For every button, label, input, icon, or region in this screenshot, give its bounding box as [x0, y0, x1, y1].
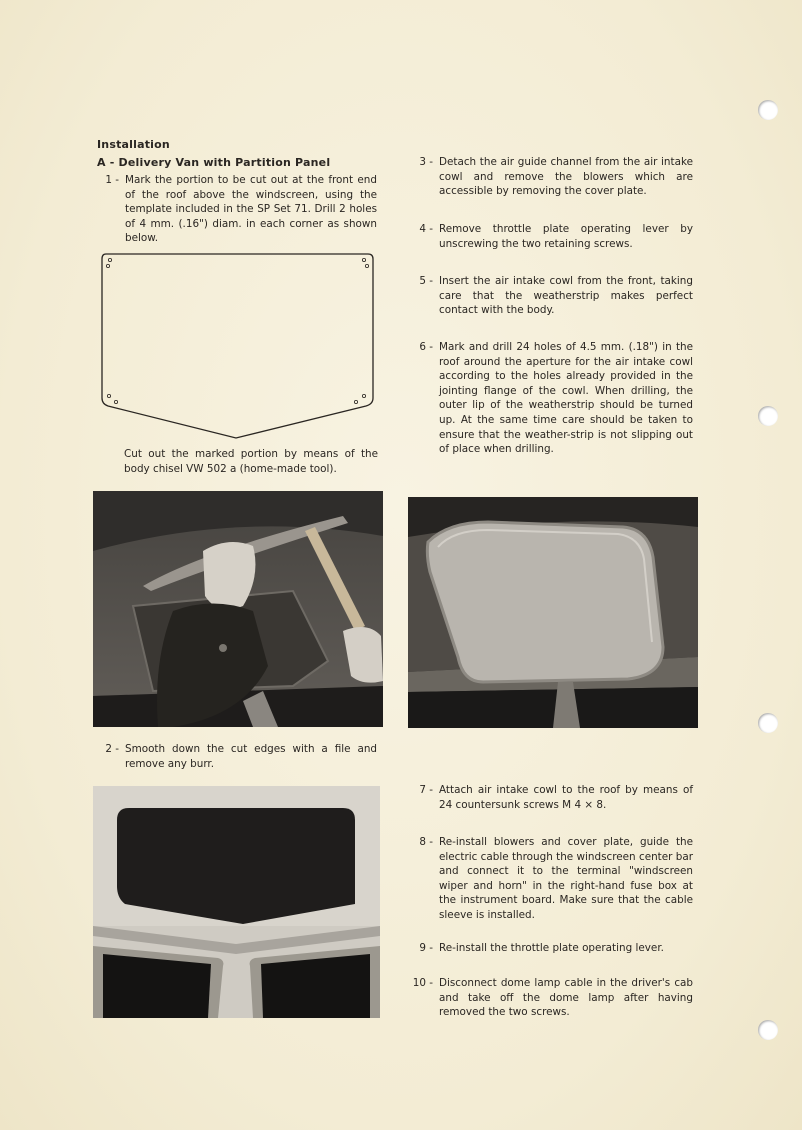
punch-hole-1 [758, 100, 778, 120]
punch-hole-2 [758, 406, 778, 426]
step-number: 8 - [419, 836, 433, 848]
step-number: 5 - [419, 275, 433, 287]
template-outline-drawing [98, 250, 376, 442]
step-10 [411, 976, 693, 1020]
step-text: Attach air intake cowl to the roof by means of 24 countersunk screws M 4 × 8. [439, 784, 693, 811]
cut-note: Cut out the marked portion by means of the body chisel VW 502 a (home-made tool). [124, 448, 378, 475]
step-1 [97, 173, 377, 246]
step-5 [411, 274, 693, 318]
photo-air-intake-cowl-installed [408, 497, 698, 728]
photo-cut-aperture-inside-view [93, 786, 380, 1018]
step-text: Mark the portion to be cut out at the front end of the roof above the windscreen, using the template included in the SP Set 71. Drill 2 holes of 4 mm. (.16") diam. in each corner as shown below. [125, 174, 377, 245]
step-text: Mark and drill 24 holes of 4.5 mm. (.18") in the roof around the aperture for the air intake cowl according to the holes already provided in the jointing flange of the cowl. When drilling, the outer lip of the weatherstrip should be turned up. At the same time care should be taken to ensure that the weather-strip is not slipping out of place when drilling. [439, 341, 693, 456]
step-6 [411, 340, 693, 457]
step-2 [97, 742, 377, 771]
step-3 [411, 155, 693, 199]
step-number: 2 - [105, 743, 119, 755]
step-7 [411, 783, 693, 812]
section-subheading: A - Delivery Van with Partition Panel [97, 156, 331, 169]
step-8 [411, 835, 693, 923]
step-text: Insert the air intake cowl from the front, taking care that the weatherstrip makes perfect contact with the body. [439, 275, 693, 317]
step-text: Detach the air guide channel from the air intake cowl and remove the blowers which are accessible by removing the cover plate. [439, 156, 693, 198]
step-number: 9 - [419, 942, 433, 954]
photo-cutting-roof-with-chisel [93, 491, 383, 727]
step-text: Disconnect dome lamp cable in the driver's cab and take off the dome lamp after having removed the two screws. [439, 977, 693, 1019]
step-number: 6 - [419, 341, 433, 353]
step-number: 1 - [105, 174, 119, 186]
section-heading: Installation [97, 138, 170, 151]
step-text: Re-install blowers and cover plate, guide the electric cable through the windscreen center bar and connect it to the terminal "windscreen wiper and horn" in the right-hand fuse box at the instrument board. Make sure that the cable sleeve is installed. [439, 836, 693, 921]
step-text: Smooth down the cut edges with a file and remove any burr. [125, 743, 377, 770]
step-9 [411, 941, 693, 956]
step-number: 3 - [419, 156, 433, 168]
step-text: Remove throttle plate operating lever by unscrewing the two retaining screws. [439, 223, 693, 250]
step-4 [411, 222, 693, 251]
step-number: 10 - [412, 977, 433, 989]
punch-hole-3 [758, 713, 778, 733]
step-text: Re-install the throttle plate operating lever. [439, 942, 664, 954]
punch-hole-4 [758, 1020, 778, 1040]
step-number: 7 - [419, 784, 433, 796]
step-number: 4 - [419, 223, 433, 235]
